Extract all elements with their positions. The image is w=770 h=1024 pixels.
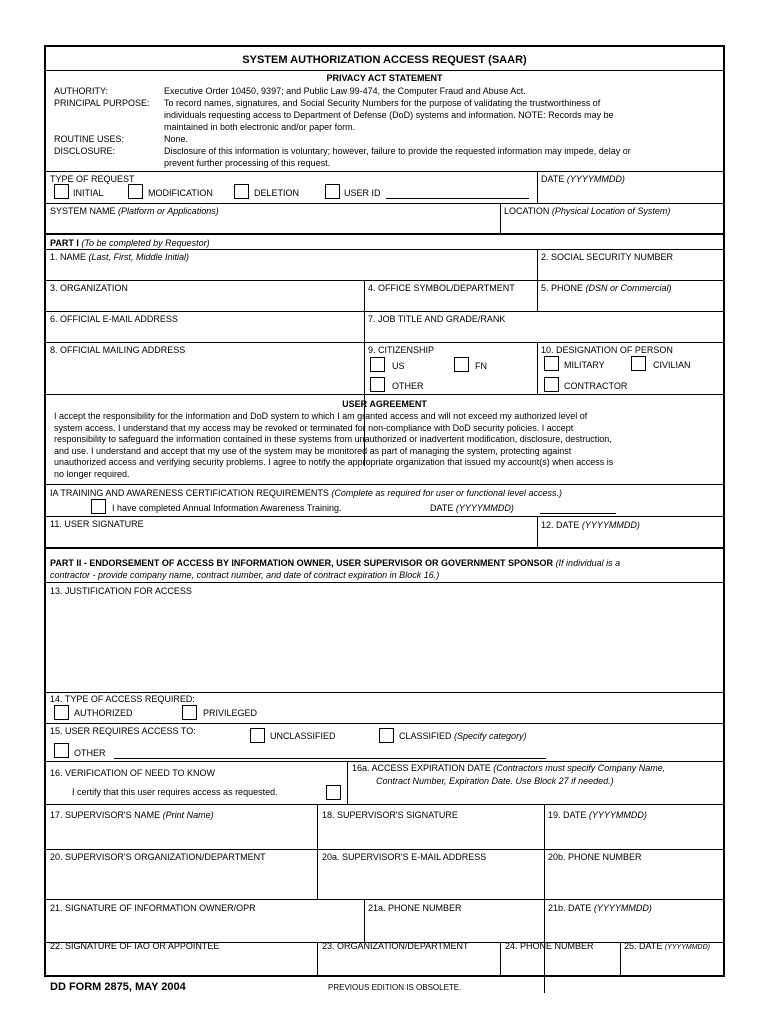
divider xyxy=(46,692,723,693)
training-date-input[interactable] xyxy=(540,513,616,514)
purpose-text: maintained in both electronic and/or paper form. xyxy=(164,122,356,132)
agreement-text xyxy=(54,411,719,481)
divider xyxy=(46,723,723,724)
training-label: IA TRAINING AND AWARENESS CERTIFICATION REQUIREMENTS (Complete as required for user or functional level access.) xyxy=(50,488,562,498)
disclosure-text: prevent further processing of this request. xyxy=(164,158,331,168)
civilian-checkbox[interactable] xyxy=(631,356,646,371)
citizenship-label: 9. CITIZENSHIP xyxy=(368,345,435,355)
military-label: MILITARY xyxy=(564,360,605,370)
divider xyxy=(620,942,621,977)
user-id-label: USER ID xyxy=(344,188,381,198)
other-access-checkbox[interactable] xyxy=(54,743,69,758)
date25-label: 25. DATE (YYYYMMDD) xyxy=(624,941,710,951)
part1-heading: PART I (To be completed by Requestor) xyxy=(50,238,210,248)
divider xyxy=(46,761,723,762)
saar-form xyxy=(44,45,725,977)
unclassified-label: UNCLASSIFIED xyxy=(270,731,336,741)
training-date-label: DATE (YYYYMMDD) xyxy=(430,503,514,513)
initial-checkbox[interactable] xyxy=(54,184,69,199)
divider xyxy=(46,484,723,485)
training-completed-label: I have completed Annual Information Awareness Training. xyxy=(112,503,342,513)
supervisor-org-label: 20. SUPERVISOR'S ORGANIZATION/DEPARTMENT xyxy=(50,852,266,862)
mailing-address-label: 8. OFFICIAL MAILING ADDRESS xyxy=(50,345,186,355)
owner-phone-label: 21a. PHONE NUMBER xyxy=(368,903,462,913)
justification-label: 13. JUSTIFICATION FOR ACCESS xyxy=(50,586,192,596)
agreement-line: unauthorized access and verifying security problems. I agree to notify the appropriate organization that issued my account(s) when access is xyxy=(54,457,614,468)
divider xyxy=(46,547,723,549)
deletion-label: DELETION xyxy=(254,188,300,198)
military-checkbox[interactable] xyxy=(544,356,559,371)
verification-label: 16. VERIFICATION OF NEED TO KNOW xyxy=(50,768,216,778)
civilian-label: CIVILIAN xyxy=(653,360,691,370)
divider xyxy=(46,311,723,312)
supervisor-email-label: 20a. SUPERVISOR'S E-MAIL ADDRESS xyxy=(322,852,487,862)
fn-checkbox[interactable] xyxy=(454,357,469,372)
designation-label: 10. DESIGNATION OF PERSON xyxy=(541,345,673,355)
ssn-label: 2. SOCIAL SECURITY NUMBER xyxy=(541,252,674,262)
disclosure-label: DISCLOSURE: xyxy=(54,146,116,156)
divider xyxy=(537,171,538,203)
date-label: DATE (YYYYMMDD) xyxy=(541,174,625,184)
modification-checkbox[interactable] xyxy=(128,184,143,199)
divider xyxy=(46,516,723,517)
authority-text: Executive Order 10450, 9397; and Public Law 99-474, the Computer Fraud and Abuse Act. xyxy=(164,86,526,96)
purpose-text: To record names, signatures, and Social Security Numbers for the purpose of validating the trustworthiness of xyxy=(164,98,601,108)
supervisor-signature-label: 18. SUPERVISOR'S SIGNATURE xyxy=(322,810,458,820)
name-label: 1. NAME (Last, First, Middle Initial) xyxy=(50,252,190,262)
agreement-line: and use. I understand and accept that my use of the system may be monitored as part of managing the system, protecting against xyxy=(54,445,572,456)
divider xyxy=(46,849,723,850)
contractor-checkbox[interactable] xyxy=(544,377,559,392)
agreement-line: responsibility to safeguard the information contained in these systems from unauthorized or inadvertent modification, disclosure, destruction, xyxy=(54,434,612,445)
divider xyxy=(46,899,723,900)
job-title-label: 7. JOB TITLE AND GRADE/RANK xyxy=(368,314,506,324)
office-label: 4. OFFICE SYMBOL/DEPARTMENT xyxy=(368,283,515,293)
modification-label: MODIFICATION xyxy=(148,188,213,198)
location-label: LOCATION (Physical Location of System) xyxy=(504,206,671,216)
divider xyxy=(46,804,723,805)
us-checkbox[interactable] xyxy=(370,357,385,372)
divider xyxy=(500,203,501,233)
part2-heading: PART II - ENDORSEMENT OF ACCESS BY INFORMATION OWNER, USER SUPERVISOR OR GOVERNMENT SPONSOR (If individual is a xyxy=(50,558,621,568)
disclosure-text: Disclosure of this information is voluntary; however, failure to provide the requested information may impede, delay or xyxy=(164,146,631,156)
divider xyxy=(537,249,538,280)
routine-text: None. xyxy=(164,134,189,144)
initial-label: INITIAL xyxy=(73,188,104,198)
date19-label: 19. DATE (YYYYMMDD) xyxy=(548,810,647,820)
certify-checkbox[interactable] xyxy=(326,785,341,800)
certify-text: I certify that this user requires access as requested. xyxy=(72,787,278,797)
privileged-checkbox[interactable] xyxy=(182,705,197,720)
expiration-hint: Contract Number, Expiration Date. Use Block 27 if needed.) xyxy=(376,776,614,786)
deletion-checkbox[interactable] xyxy=(234,184,249,199)
agreement-line: I accept the responsibility for the information and DoD system to which I am granted access and will not exceed my authorized level of xyxy=(54,411,588,421)
supervisor-phone-label: 20b. PHONE NUMBER xyxy=(548,852,642,862)
agreement-line: system access. I understand that my access may be revoked or terminated for non-compliance with DoD security policies. I accept xyxy=(54,422,574,433)
classified-checkbox[interactable] xyxy=(379,728,394,743)
authority-label: AUTHORITY: xyxy=(54,86,109,96)
divider xyxy=(46,280,723,281)
divider xyxy=(537,280,538,311)
us-label: US xyxy=(392,361,405,371)
obsolete-notice: PREVIOUS EDITION IS OBSOLETE. xyxy=(328,983,462,992)
agreement-line: no longer required. xyxy=(54,468,130,479)
divider xyxy=(537,342,538,394)
unclassified-checkbox[interactable] xyxy=(250,728,265,743)
contractor-label: CONTRACTOR xyxy=(564,381,628,391)
org23-label: 23. ORGANIZATION/DEPARTMENT xyxy=(322,941,469,951)
divider xyxy=(347,761,348,804)
divider xyxy=(46,203,723,204)
authorized-label: AUTHORIZED xyxy=(74,708,133,718)
organization-label: 3. ORGANIZATION xyxy=(50,283,128,293)
signature-date-label: 12. DATE (YYYYMMDD) xyxy=(541,520,640,530)
other-access-label: OTHER xyxy=(74,748,106,758)
other-citizenship-checkbox[interactable] xyxy=(370,377,385,392)
date-hint: (YYYYMMDD) xyxy=(566,174,625,184)
authorized-checkbox[interactable] xyxy=(54,705,69,720)
owner-signature-label: 21. SIGNATURE OF INFORMATION OWNER/OPR xyxy=(50,903,256,913)
divider xyxy=(317,804,318,899)
owner-date-label: 21b. DATE (YYYYMMDD) xyxy=(548,903,652,913)
expiration-label: 16a. ACCESS EXPIRATION DATE (Contractors must specify Company Name, xyxy=(352,763,666,773)
type-of-request-label: TYPE OF REQUEST xyxy=(50,174,135,184)
access-type-label: 14. TYPE OF ACCESS REQUIRED: xyxy=(50,694,195,704)
other-access-input[interactable] xyxy=(114,758,546,759)
other-citizenship-label: OTHER xyxy=(392,381,424,391)
divider xyxy=(317,942,318,977)
divider xyxy=(364,899,365,942)
divider xyxy=(500,942,501,977)
user-signature-label: 11. USER SIGNATURE xyxy=(50,519,144,529)
system-name-label: SYSTEM NAME (Platform or Applications) xyxy=(50,206,219,216)
phone-label: 5. PHONE (DSN or Commercial) xyxy=(541,283,672,293)
iao-signature-label: 22. SIGNATURE OF IAO OR APPOINTEE xyxy=(50,941,220,951)
routine-label: ROUTINE USES: xyxy=(54,134,125,144)
divider xyxy=(46,171,723,172)
email-label: 6. OFFICIAL E-MAIL ADDRESS xyxy=(50,314,178,324)
form-title: SYSTEM AUTHORIZATION ACCESS REQUEST (SAAR) xyxy=(242,54,527,66)
user-id-checkbox[interactable] xyxy=(325,184,340,199)
agreement-heading: USER AGREEMENT xyxy=(342,399,427,409)
form-id: DD FORM 2875, MAY 2004 xyxy=(50,981,186,993)
divider xyxy=(46,233,723,235)
purpose-label: PRINCIPAL PURPOSE: xyxy=(54,98,150,108)
phone24-label: 24. PHONE NUMBER xyxy=(505,941,594,951)
part2-hint: contractor - provide company name, contract number, and date of contract expiration in Block 16.) xyxy=(50,570,440,580)
divider xyxy=(46,70,723,71)
supervisor-name-label: 17. SUPERVISOR'S NAME (Print Name) xyxy=(50,810,214,820)
training-checkbox[interactable] xyxy=(91,499,106,514)
requires-access-label: 15. USER REQUIRES ACCESS TO: xyxy=(50,726,196,736)
classified-label: CLASSIFIED (Specify category) xyxy=(399,731,527,741)
divider xyxy=(46,394,723,395)
user-id-input[interactable] xyxy=(386,198,529,199)
divider xyxy=(46,249,723,250)
divider xyxy=(46,582,723,583)
privileged-label: PRIVILEGED xyxy=(203,708,258,718)
divider xyxy=(46,342,723,343)
privacy-heading: PRIVACY ACT STATEMENT xyxy=(326,73,443,83)
purpose-text: individuals requesting access to Department of Defense (DoD) systems and information. NOTE: Records may be xyxy=(164,110,614,120)
fn-label: FN xyxy=(475,361,487,371)
divider xyxy=(537,516,538,547)
